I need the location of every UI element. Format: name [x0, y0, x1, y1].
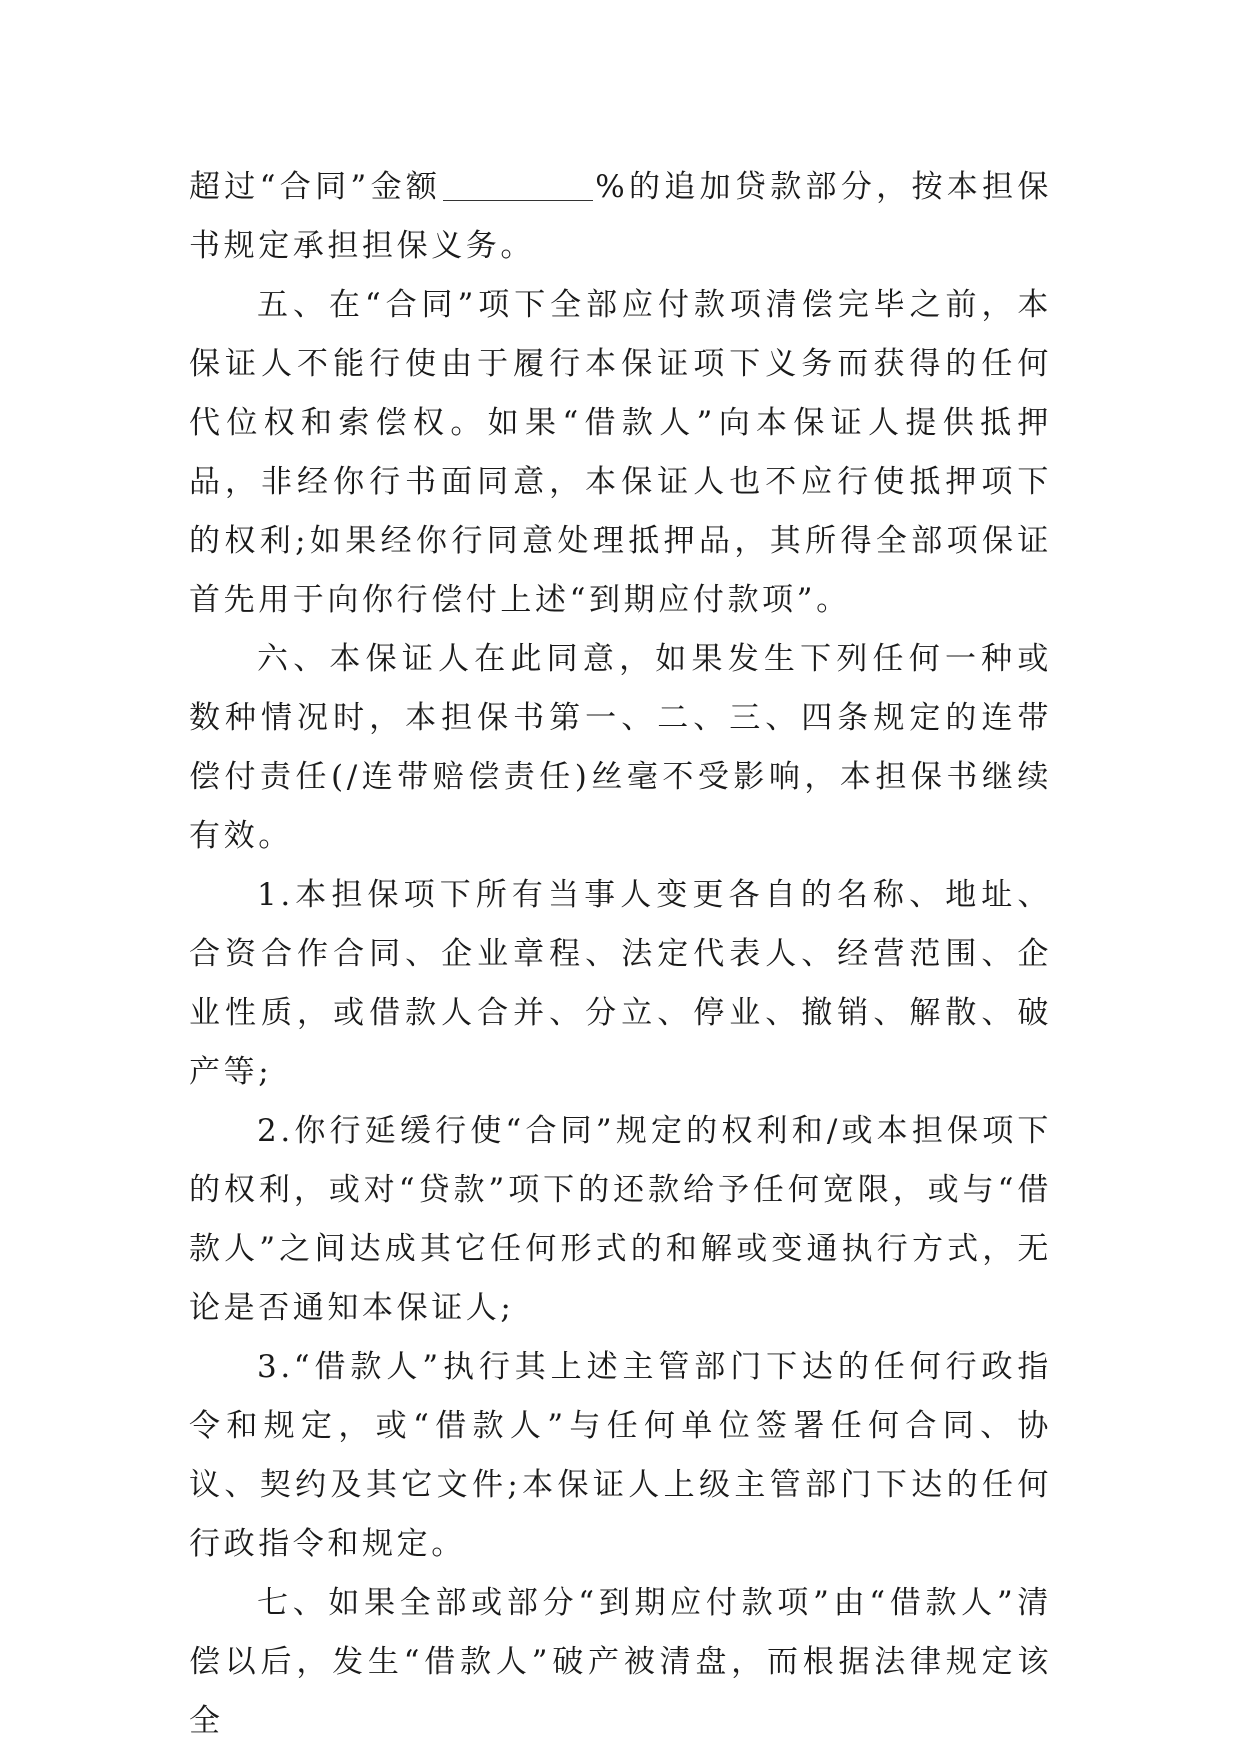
document-body — [189, 158, 1052, 1751]
paragraph-additional-loan-start: 超过“合同”金额 — [189, 169, 442, 205]
paragraph-item-three: 3.“借款人”执行其上述主管部门下达的任何行政指令和规定，或“借款人”与任何单位签署任何合同、协议、契约及其它文件;本保证人上级主管部门下达的任何行政指令和规定。 — [189, 1349, 1052, 1562]
paragraph-additional-loan — [189, 158, 1052, 276]
paragraph-item-one: 1.本担保项下所有当事人变更各自的名称、地址、合资合作合同、企业章程、法定代表人、经营范围、企业性质，或借款人合并、分立、停业、撤销、解散、破产等; — [189, 877, 1052, 1090]
paragraph-item-two: 2.你行延缓行使“合同”规定的权利和/或本担保项下的权利，或对“贷款”项下的还款给予任何宽限，或与“借款人”之间达成其它任何形式的和解或变通执行方式，无论是否通知本保证人; — [189, 1113, 1052, 1326]
paragraph-clause-six: 六、本保证人在此同意，如果发生下列任何一种或数种情况时，本担保书第一、二、三、四条规定的连带偿付责任(/连带赔偿责任)丝毫不受影响，本担保书继续有效。 — [189, 641, 1052, 854]
paragraph-clause-seven: 七、如果全部或部分“到期应付款项”由“借款人”清偿以后，发生“借款人”破产被清盘，而根据法律规定该全 — [189, 1585, 1052, 1739]
percentage-blank — [443, 170, 593, 201]
paragraph-additional-loan-end: %的追加贷款部分，按本担保书规定承担担保义务。 — [189, 169, 1052, 264]
paragraph-clause-five: 五、在“合同”项下全部应付款项清偿完毕之前，本保证人不能行使由于履行本保证项下义务而获得的任何代位权和索偿权。如果“借款人”向本保证人提供抵押品，非经你行书面同意，本保证人也不应行使抵押项下的权利;如果经你行同意处理抵押品，其所得全部项保证首先用于向你行偿付上述“到期应付款项”。 — [189, 287, 1052, 618]
